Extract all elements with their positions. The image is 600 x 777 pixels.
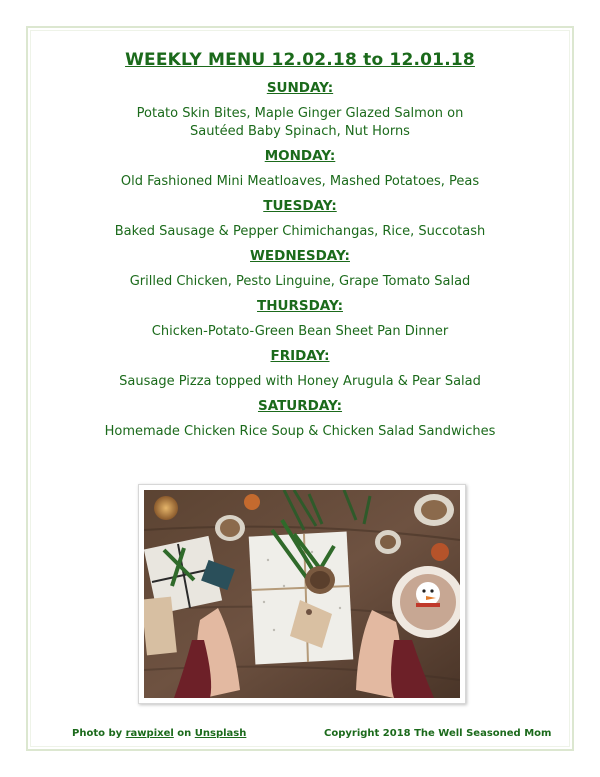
day-label-saturday: SATURDAY: — [257, 398, 343, 414]
ornament-icon — [154, 496, 178, 520]
menu-title: WEEKLY MENU 12.02.18 to 12.01.18 — [125, 50, 475, 70]
credit-site-link[interactable]: Unsplash — [194, 728, 247, 739]
day-label-tuesday: TUESDAY: — [263, 198, 337, 214]
photo-frame — [138, 484, 466, 704]
photo-credit — [72, 728, 246, 739]
day-label-sunday: SUNDAY: — [266, 80, 334, 96]
gift-photo — [144, 490, 460, 698]
day-label-friday: FRIDAY: — [270, 348, 330, 364]
center-gift-icon — [249, 520, 354, 664]
menu-page — [26, 26, 574, 751]
pine-cone-icon — [215, 515, 245, 541]
meal-sunday — [28, 105, 572, 141]
day-label-monday: MONDAY: — [264, 148, 336, 164]
meal-line: Sautéed Baby Spinach, Nut Horns — [190, 124, 410, 139]
credit-author-link[interactable]: rawpixel — [125, 728, 174, 739]
meal-wednesday: Grilled Chicken, Pesto Linguine, Grape Tomato Salad — [129, 274, 471, 289]
gift-photo-illustration — [144, 490, 460, 698]
meal-thursday: Chicken-Potato-Green Bean Sheet Pan Dinner — [151, 324, 449, 339]
credit-mid: on — [177, 728, 192, 739]
pine-cone-icon — [375, 530, 401, 554]
meal-friday: Sausage Pizza topped with Honey Arugula & Pear Salad — [119, 374, 481, 389]
meal-tuesday: Baked Sausage & Pepper Chimichangas, Rice, Succotash — [114, 224, 486, 239]
day-label-wednesday: WEDNESDAY: — [250, 248, 350, 264]
day-label-thursday: THURSDAY: — [257, 298, 343, 314]
pine-cone-icon — [414, 494, 454, 526]
meal-line: Potato Skin Bites, Maple Ginger Glazed Salmon on — [136, 106, 464, 121]
menu-content — [28, 28, 572, 441]
credit-prefix: Photo by — [72, 728, 123, 739]
meal-monday: Old Fashioned Mini Meatloaves, Mashed Potatoes, Peas — [120, 174, 480, 189]
meal-saturday: Homemade Chicken Rice Soup & Chicken Salad Sandwiches — [104, 424, 496, 439]
copyright-text: Copyright 2018 The Well Seasoned Mom — [324, 728, 552, 739]
